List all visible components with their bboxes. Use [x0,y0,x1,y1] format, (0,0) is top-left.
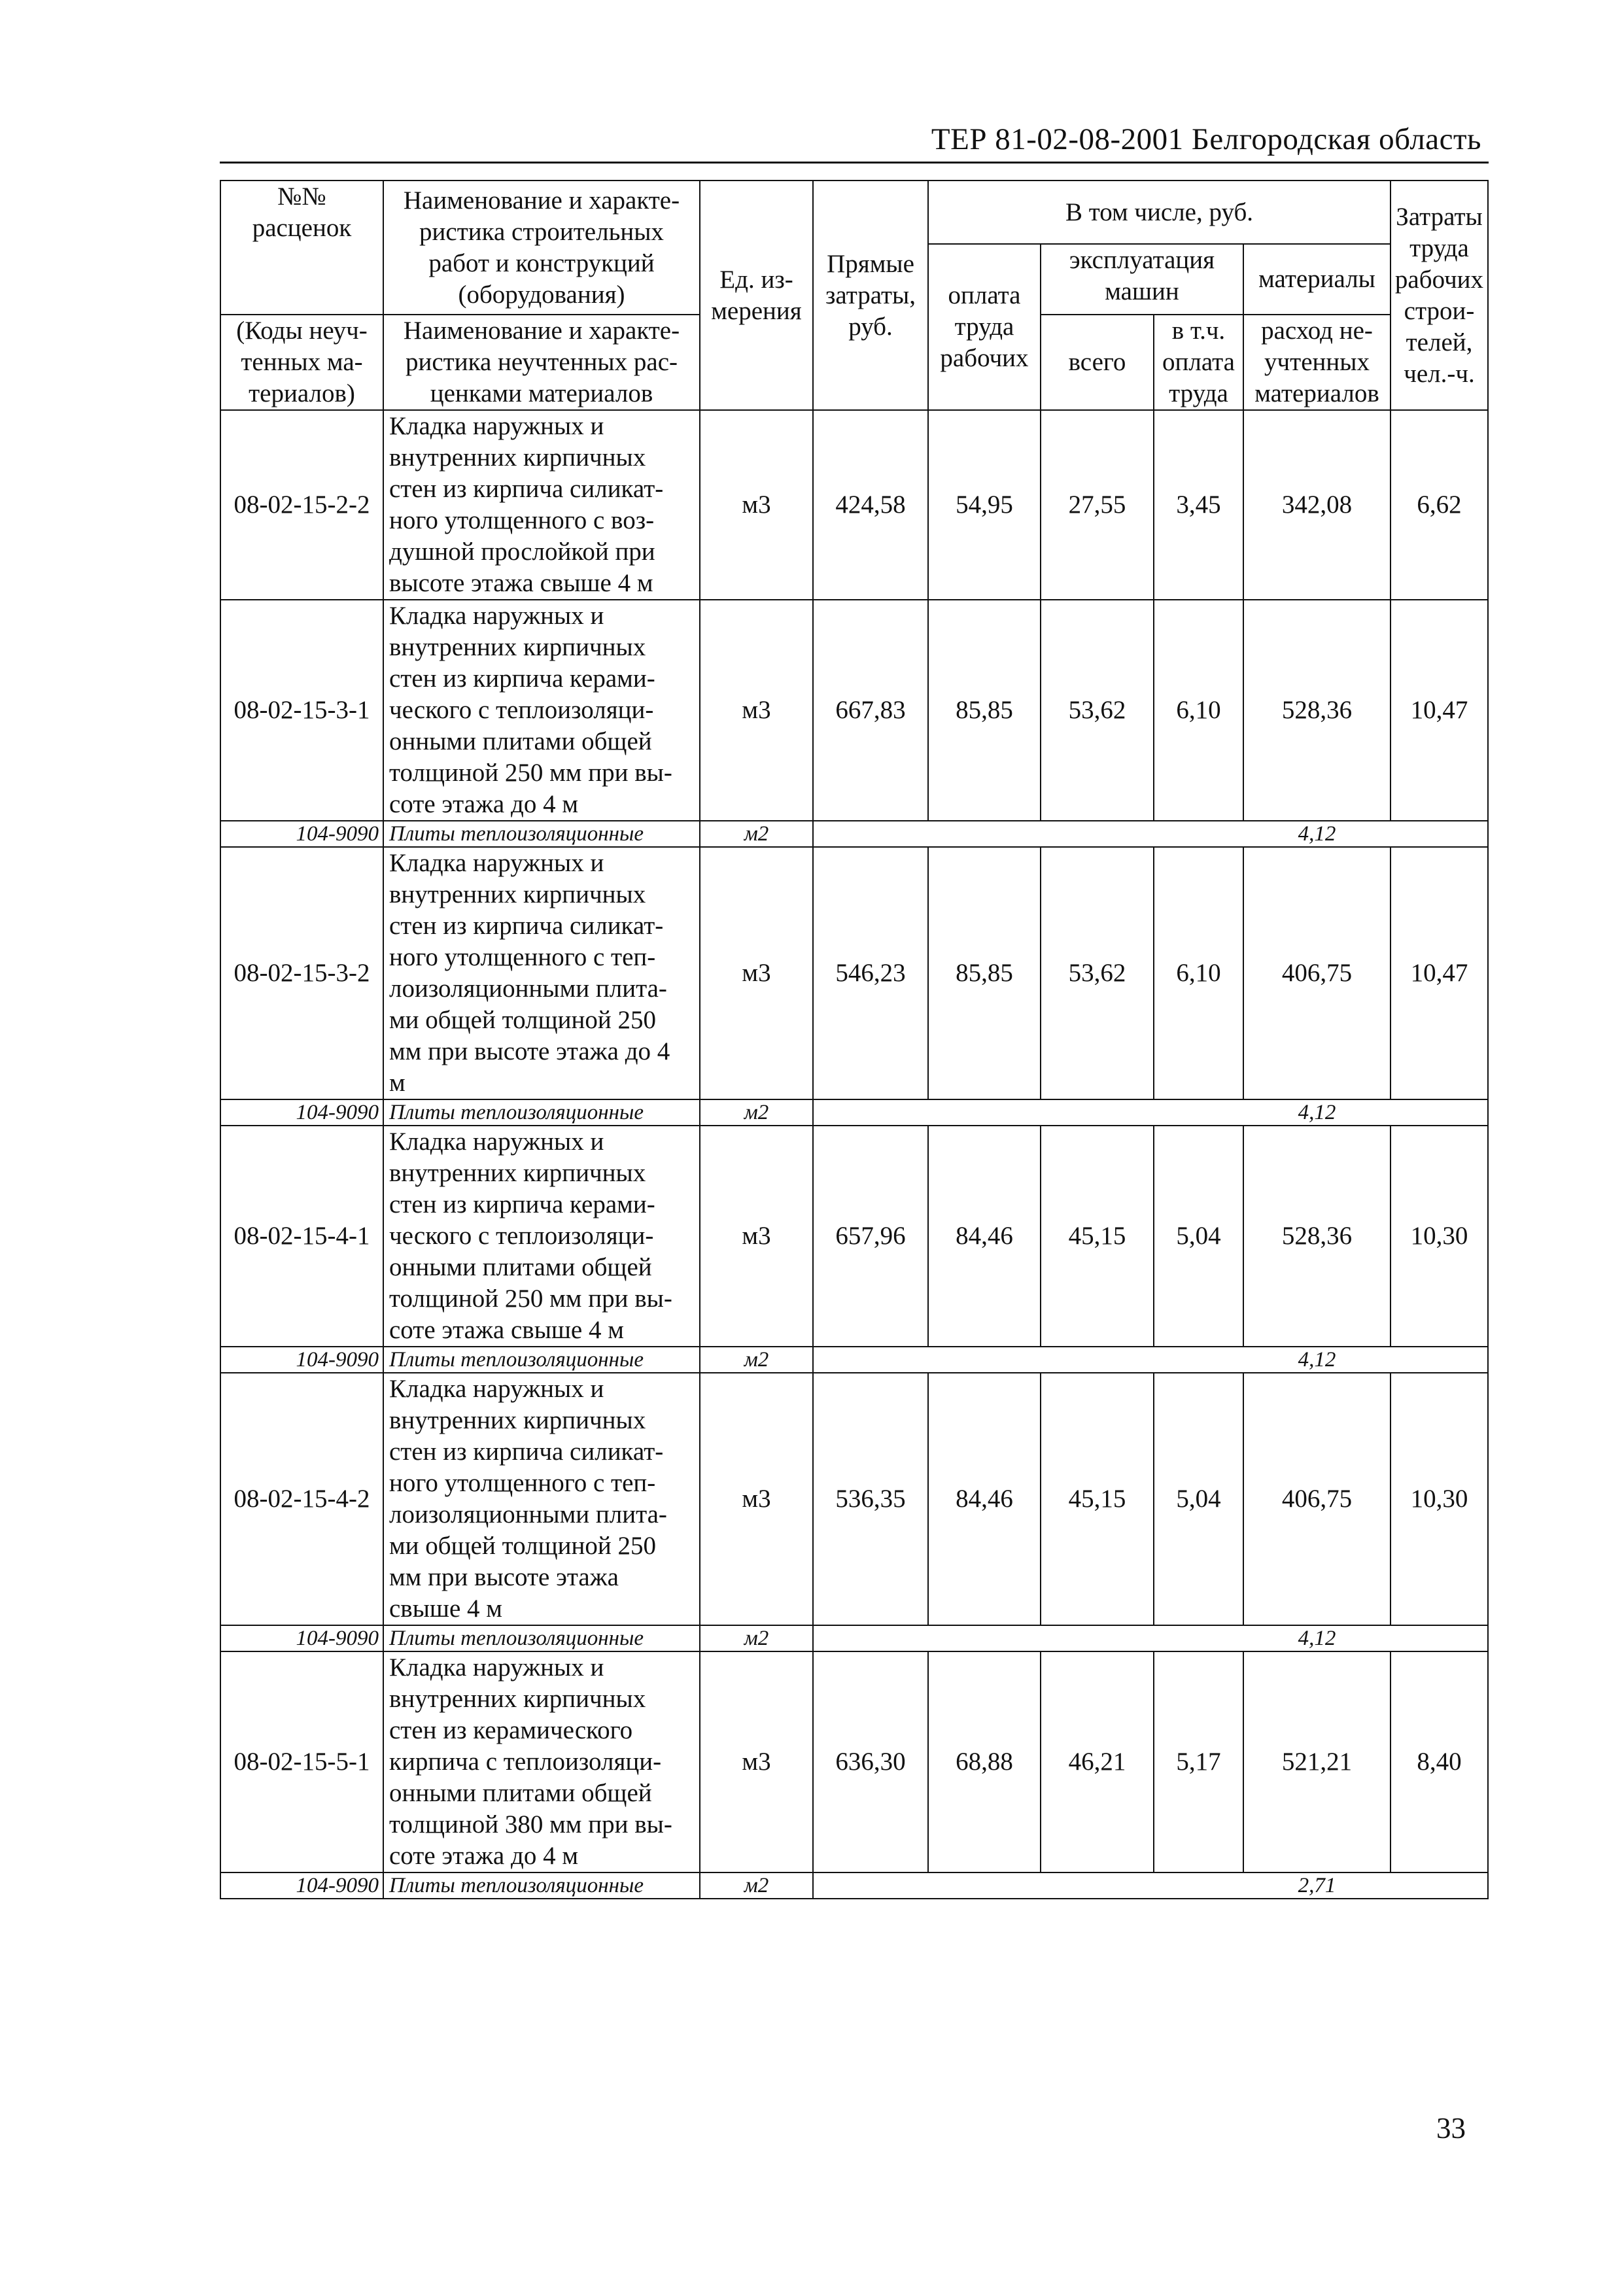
machines-total-cell: 46,21 [1041,1651,1154,1872]
material-name: Плиты теплоизоляционные [383,1099,700,1126]
name-sub-header: Наименование и характе- ристика неучтенных рас- ценками материалов [383,315,700,410]
materials-cell: 406,75 [1243,1373,1391,1625]
direct-costs-cell: 424,58 [813,410,928,600]
material-qty: 2,71 [1243,1872,1391,1899]
direct-costs-cell: 636,30 [813,1651,928,1872]
material-row [220,821,1488,847]
wages-cell: 84,46 [928,1373,1041,1625]
header-divider [220,162,1489,164]
code-header: №№ расценок [220,181,383,244]
work-description: Кладка наружных и внутренних кирпичных стен из керамического кирпича с теплоизоляци- онными плитами общей толщиной 380 мм при вы- соте этажа до 4 м [383,1651,700,1872]
unit-cell: м3 [700,1126,813,1347]
materials-cell: 521,21 [1243,1651,1391,1872]
material-unit: м2 [700,1099,813,1126]
material-blank [813,1625,1243,1651]
rate-code: 08-02-15-4-1 [220,1126,383,1347]
direct-costs-header: Прямые затраты, руб. [813,181,928,410]
work-description: Кладка наружных и внутренних кирпичных стен из кирпича керами- ческого с теплоизоляци- онными плитами общей толщиной 250 мм при вы- соте этажа до 4 м [383,600,700,821]
machine-wages-cell: 3,45 [1154,410,1243,600]
material-labor-blank [1391,1099,1488,1126]
work-description: Кладка наружных и внутренних кирпичных стен из кирпича силикат- ного утолщенного с теп- лоизоляционными плита- ми общей толщиной 250 мм при высоте этажа свыше 4 м [383,1373,700,1625]
labor-cell: 8,40 [1391,1651,1488,1872]
material-qty: 4,12 [1243,1347,1391,1373]
material-unit: м2 [700,821,813,847]
material-labor-blank [1391,1872,1488,1899]
page-number: 33 [1436,2112,1466,2145]
unit-cell: м3 [700,1651,813,1872]
material-qty: 4,12 [1243,821,1391,847]
machine-wages-cell: 5,04 [1154,1373,1243,1625]
material-unit: м2 [700,1872,813,1899]
labor-cell: 6,62 [1391,410,1488,600]
rate-code: 08-02-15-4-2 [220,1373,383,1625]
unit-cell: м3 [700,847,813,1099]
rate-code: 08-02-15-3-2 [220,847,383,1099]
unit-cell: м3 [700,410,813,600]
document-title: ТЕР 81-02-08-2001 Белгородская область [931,122,1481,156]
direct-costs-cell: 657,96 [813,1126,928,1347]
material-row [220,1347,1488,1373]
wages-cell: 85,85 [928,600,1041,821]
material-blank [813,1099,1243,1126]
materials-cell: 528,36 [1243,1126,1391,1347]
machine-wages-cell: 6,10 [1154,600,1243,821]
machine-wages-cell: 6,10 [1154,847,1243,1099]
labor-cell: 10,30 [1391,1373,1488,1625]
materials-cell: 528,36 [1243,600,1391,821]
including-header: В том числе, руб. [928,181,1391,244]
code-sub-header: (Коды неуч- тенных ма- териалов) [220,315,383,410]
table-row [220,1126,1488,1347]
materials-cell: 342,08 [1243,410,1391,600]
rate-code: 08-02-15-2-2 [220,410,383,600]
wages-cell: 54,95 [928,410,1041,600]
wages-cell: 68,88 [928,1651,1041,1872]
labor-cell: 10,47 [1391,847,1488,1099]
material-labor-blank [1391,1625,1488,1651]
header-row-1 [220,181,1488,244]
material-code: 104-9090 [220,1872,383,1899]
material-labor-blank [1391,821,1488,847]
material-code: 104-9090 [220,1625,383,1651]
wages-cell: 85,85 [928,847,1041,1099]
direct-costs-cell: 667,83 [813,600,928,821]
machines-total-cell: 27,55 [1041,410,1154,600]
machines-total-cell: 45,15 [1041,1126,1154,1347]
wages-header: оплата труда рабочих [928,244,1041,410]
unit-cell: м3 [700,1373,813,1625]
work-description: Кладка наружных и внутренних кирпичных стен из кирпича силикат- ного утолщенного с теп- лоизоляционными плита- ми общей толщиной 250 мм при высоте этажа до 4 м [383,847,700,1099]
machines-total-cell: 45,15 [1041,1373,1154,1625]
direct-costs-cell: 546,23 [813,847,928,1099]
table-row [220,1651,1488,1872]
material-unit: м2 [700,1347,813,1373]
machine-wages-cell: 5,04 [1154,1126,1243,1347]
material-qty: 4,12 [1243,1625,1391,1651]
code-header-spacer [220,244,383,315]
machine-wages-cell: 5,17 [1154,1651,1243,1872]
table-row [220,600,1488,821]
labor-cell: 10,30 [1391,1126,1488,1347]
work-description: Кладка наружных и внутренних кирпичных стен из кирпича силикат- ного утолщенного с воз- душной прослойкой при высоте этажа свыше 4 м [383,410,700,600]
labor-header: Затраты труда рабочих строи- телей, чел.-ч. [1391,181,1488,410]
material-row [220,1099,1488,1126]
material-row [220,1872,1488,1899]
material-blank [813,821,1243,847]
material-labor-blank [1391,1347,1488,1373]
material-row [220,1625,1488,1651]
machines-header-spacer [1041,307,1243,315]
machine-wages-header: в т.ч. оплата труда [1154,315,1243,410]
material-name: Плиты теплоизоляционные [383,1347,700,1373]
table-row [220,847,1488,1099]
material-name: Плиты теплоизоляционные [383,1625,700,1651]
material-qty: 4,12 [1243,1099,1391,1126]
machines-total-cell: 53,62 [1041,847,1154,1099]
material-code: 104-9090 [220,1099,383,1126]
table-row [220,410,1488,600]
material-unit: м2 [700,1625,813,1651]
rates-table [220,180,1489,1899]
machines-total-cell: 53,62 [1041,600,1154,821]
material-code: 104-9090 [220,821,383,847]
material-code: 104-9090 [220,1347,383,1373]
labor-cell: 10,47 [1391,600,1488,821]
machines-total-header: всего [1041,315,1154,410]
rate-code: 08-02-15-3-1 [220,600,383,821]
material-name: Плиты теплоизоляционные [383,821,700,847]
name-header: Наименование и характе- ристика строительных работ и конструкций (оборудования) [383,181,700,315]
unit-header: Ед. из- мерения [700,181,813,410]
material-blank [813,1872,1243,1899]
material-blank [813,1347,1243,1373]
work-description: Кладка наружных и внутренних кирпичных стен из кирпича керами- ческого с теплоизоляци- онными плитами общей толщиной 250 мм при вы- соте этажа свыше 4 м [383,1126,700,1347]
materials-cell: 406,75 [1243,847,1391,1099]
unaccounted-materials-header: расход не- учтенных материалов [1243,315,1391,410]
material-name: Плиты теплоизоляционные [383,1872,700,1899]
rate-code: 08-02-15-5-1 [220,1651,383,1872]
machines-header: эксплуатация машин [1041,244,1243,307]
table-row [220,1373,1488,1625]
direct-costs-cell: 536,35 [813,1373,928,1625]
wages-cell: 84,46 [928,1126,1041,1347]
unit-cell: м3 [700,600,813,821]
materials-header: материалы [1243,244,1391,315]
